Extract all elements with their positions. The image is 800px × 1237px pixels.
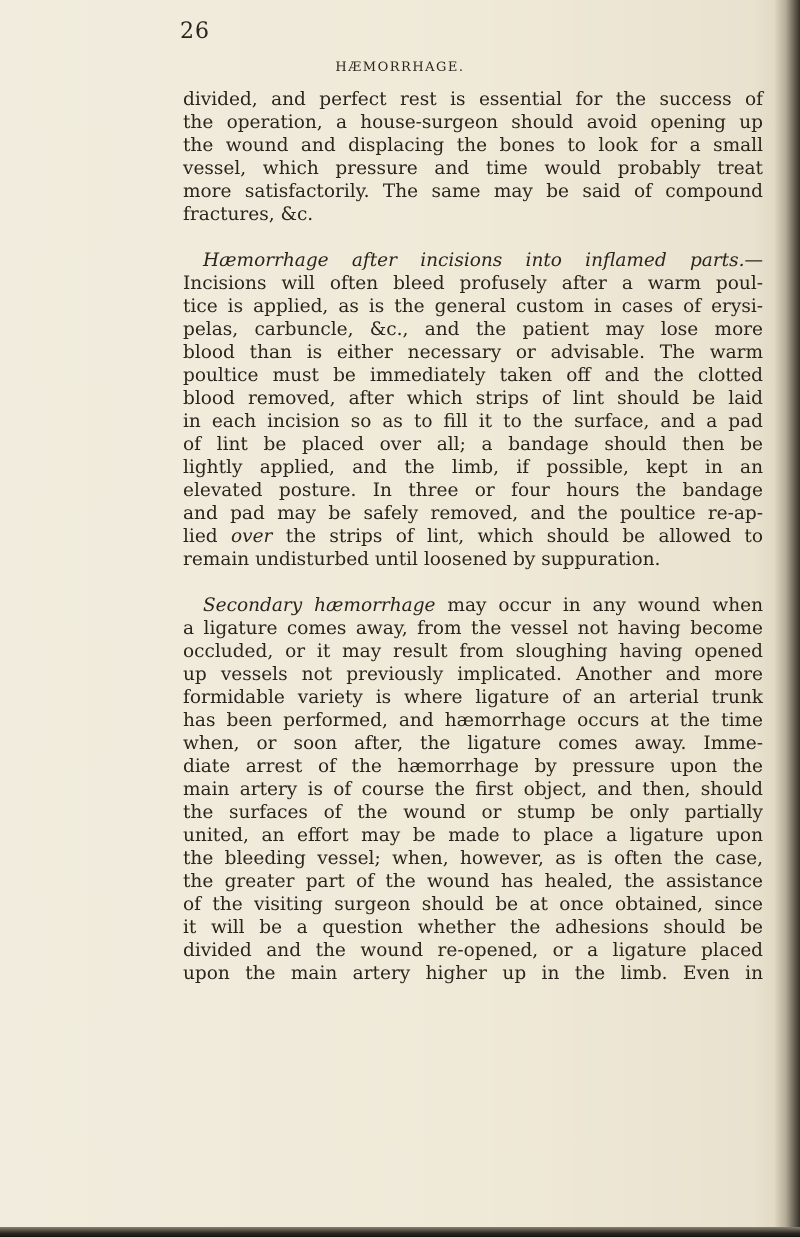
text-line: formidable variety is where ligature of an arterial trunk xyxy=(183,687,763,708)
text-line: Incisions will often bleed profusely after a warm poul- xyxy=(183,273,763,294)
text-line: the surfaces of the wound or stump be only partially xyxy=(183,802,763,823)
text-line: lightly applied, and the limb, if possible, kept in an xyxy=(183,457,763,478)
text-line: of lint be placed over all; a bandage should then be xyxy=(183,434,763,455)
text-line: divided and the wound re-opened, or a ligature placed xyxy=(183,940,763,961)
page-edge-shadow xyxy=(774,0,800,1237)
text-line: united, an effort may be made to place a ligature upon xyxy=(183,825,763,846)
text-line: upon the main artery higher up in the limb. Even in xyxy=(183,963,763,984)
text-line: vessel, which pressure and time would probably treat xyxy=(183,158,763,179)
paragraph-3 xyxy=(183,594,763,985)
text-fragment: may occur in any wound when xyxy=(435,595,763,616)
text-line: up vessels not previously implicated. Another and more xyxy=(183,664,763,685)
text-line: remain undisturbed until loosened by suppuration. xyxy=(183,549,661,570)
paragraph-2 xyxy=(183,249,763,571)
text-line: a ligature comes away, from the vessel not having become xyxy=(183,618,763,639)
body-text xyxy=(183,88,763,985)
section-heading-italic: Secondary hæmorrhage xyxy=(203,595,436,616)
paragraph-gap xyxy=(183,571,763,594)
page-bottom-edge xyxy=(0,1227,800,1237)
running-head: HÆMORRHAGE. xyxy=(335,60,465,75)
italic-word: over xyxy=(230,526,273,547)
text-line: tice is applied, as is the general custom in cases of erysi- xyxy=(183,296,763,317)
text-line: has been performed, and hæmorrhage occurs at the time xyxy=(183,710,763,731)
paragraph-gap xyxy=(183,226,763,249)
text-line: pelas, carbuncle, &c., and the patient may lose more xyxy=(183,319,763,340)
text-line: more satisfactorily. The same may be said of compound xyxy=(183,181,763,202)
text-line: blood removed, after which strips of lint should be laid xyxy=(183,388,763,409)
text-line: the operation, a house-surgeon should avoid opening up xyxy=(183,112,763,133)
section-heading-italic: Hæmorrhage after incisions into inflamed parts. xyxy=(203,250,745,271)
text-line: divided, and perfect rest is essential for the success of xyxy=(183,89,763,110)
page-number: 26 xyxy=(180,19,210,44)
text-line: the greater part of the wound has healed, the assistance xyxy=(183,871,763,892)
text-fragment: lied xyxy=(183,526,231,547)
text-line: poultice must be immediately taken off and the clotted xyxy=(183,365,763,386)
text-line: in each incision so as to fill it to the surface, and a pad xyxy=(183,411,763,432)
text-line: main artery is of course the first object, and then, should xyxy=(183,779,763,800)
text-line xyxy=(183,249,763,272)
text-line: elevated posture. In three or four hours the bandage xyxy=(183,480,763,501)
text-line: of the visiting surgeon should be at once obtained, since xyxy=(183,894,763,915)
text-line xyxy=(183,525,763,548)
text-line: the bleeding vessel; when, however, as is often the case, xyxy=(183,848,763,869)
text-line xyxy=(183,594,763,617)
text-line: and pad may be safely removed, and the poultice re-ap- xyxy=(183,503,763,524)
text-line: fractures, &c. xyxy=(183,204,314,225)
text-line: it will be a question whether the adhesions should be xyxy=(183,917,763,938)
text-line: when, or soon after, the ligature comes away. Imme- xyxy=(183,733,763,754)
text-line: the wound and displacing the bones to look for a small xyxy=(183,135,763,156)
text-line: occluded, or it may result from sloughing having opened xyxy=(183,641,763,662)
text-fragment: the strips of lint, which should be allowed to xyxy=(272,526,764,547)
text-line: blood than is either necessary or advisable. The warm xyxy=(183,342,763,363)
paragraph-1 xyxy=(183,88,763,226)
text-line: diate arrest of the hæmorrhage by pressure upon the xyxy=(183,756,763,777)
heading-dash: — xyxy=(744,250,763,271)
